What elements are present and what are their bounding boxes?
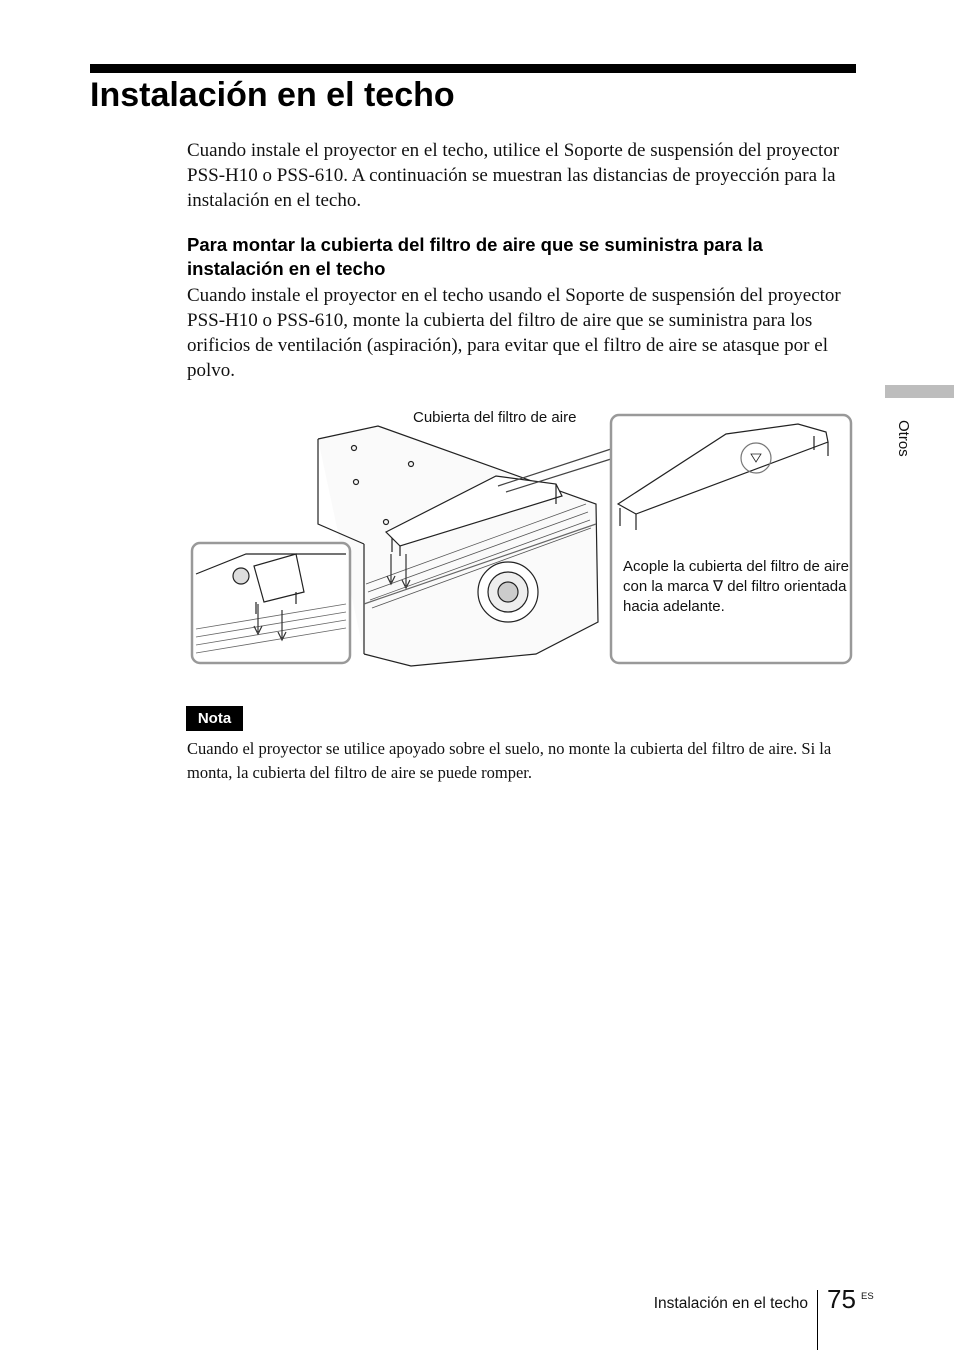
footer-section-title: Instalación en el techo xyxy=(653,1295,808,1312)
section-tab-label: Otros xyxy=(895,420,912,457)
intro-paragraph: Cuando instale el proyector en el techo, utilice el Soporte de suspensión del proyector PSS-H10 o PSS-610. A continuación se muestran las distancias de proyección para la instalación en el techo. xyxy=(187,140,840,211)
title-rule xyxy=(90,64,856,73)
page-number: 75 xyxy=(827,1284,856,1314)
mounting-paragraph: Cuando instale el proyector en el techo usando el Soporte de suspensión del proyector PSS-H10 o PSS-610, monte la cubierta del filtro de aire que se suministra para los orificios de ventilación (aspiración), para evitar que el filtro de aire se atasque por el polvo. xyxy=(187,285,841,381)
filter-cover-illustration xyxy=(186,404,858,672)
section-tab-marker xyxy=(885,385,954,398)
language-code: ES xyxy=(861,1291,874,1302)
cover-callout: Cubierta del filtro de aire xyxy=(413,409,577,426)
footer-divider xyxy=(817,1290,818,1350)
section-subheading: Para montar la cubierta del filtro de aire que se suministra para la instalación en el techo xyxy=(187,234,763,279)
projector-drawing xyxy=(186,404,858,672)
attach-instruction-callout: Acople la cubierta del filtro de aire con la marca ∇ del filtro orientada hacia adelante. xyxy=(623,558,849,615)
page-title: Instalación en el techo xyxy=(90,76,455,114)
note-badge: Nota xyxy=(186,706,243,731)
note-text: Cuando el proyector se utilice apoyado sobre el suelo, no monte la cubierta del filtro de aire. Si la monta, la cubierta del filtro de aire se puede romper. xyxy=(187,739,832,782)
